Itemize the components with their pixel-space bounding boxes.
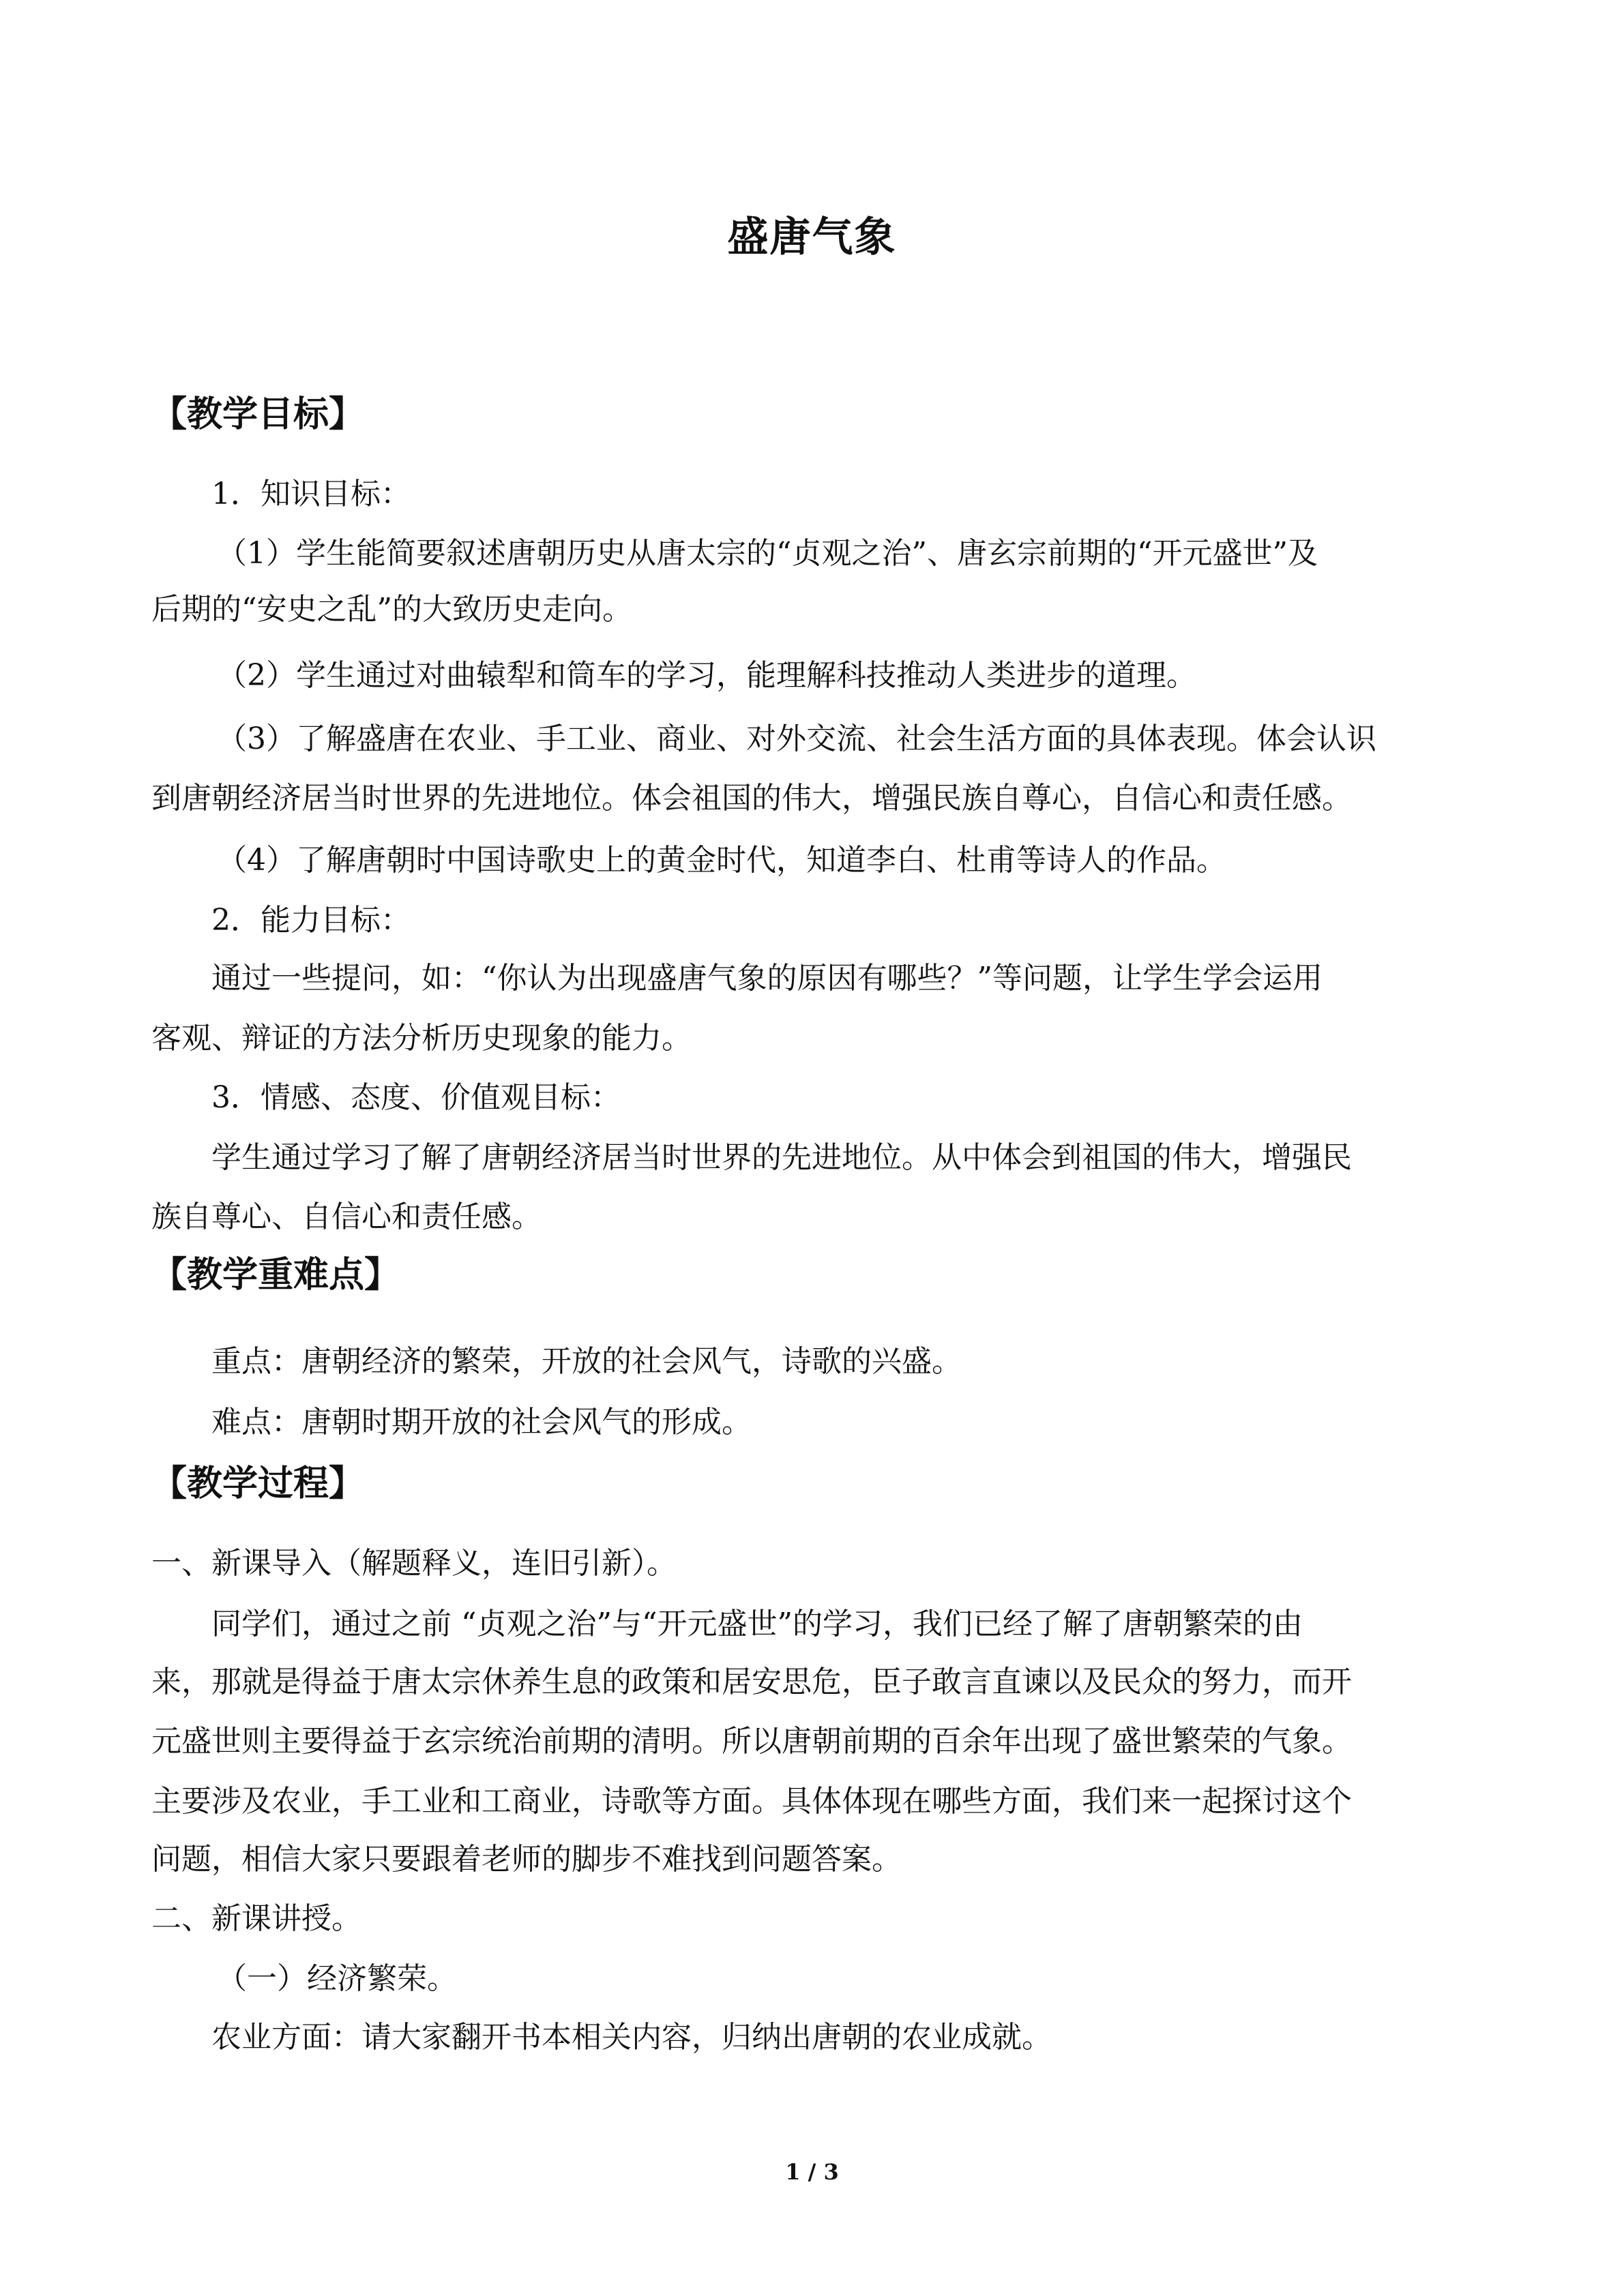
process-part-1-title: 一、新课导入（解题释义，连旧引新）。 bbox=[151, 1546, 677, 1581]
agriculture-paragraph: 农业方面：请大家翻开书本相关内容，归纳出唐朝的农业成就。 bbox=[211, 2020, 1052, 2055]
knowledge-goal-1-line2: 后期的“安史之乱”的大致历史走向。 bbox=[151, 592, 632, 627]
page-number: 1 / 3 bbox=[785, 2159, 839, 2185]
knowledge-goal-3-line1: （3）了解盛唐在农业、手工业、商业、对外交流、社会生活方面的具体表现。体会认识 bbox=[217, 721, 1376, 756]
ability-goal-line2: 客观、辩证的方法分析历史现象的能力。 bbox=[151, 1021, 692, 1056]
subsection-economy: （一）经济繁荣。 bbox=[217, 1961, 457, 1996]
key-point: 重点：唐朝经济的繁荣，开放的社会风气，诗歌的兴盛。 bbox=[211, 1344, 962, 1379]
emotion-goal-line2: 族自尊心、自信心和责任感。 bbox=[151, 1199, 542, 1234]
emotion-goal-title: 3．情感、态度、价值观目标： bbox=[211, 1080, 621, 1115]
knowledge-goal-title: 1．知识目标： bbox=[211, 477, 411, 511]
intro-paragraph-line5: 问题，相信大家只要跟着老师的脚步不难找到问题答案。 bbox=[151, 1842, 902, 1877]
heading-teaching-process: 【教学过程】 bbox=[151, 1463, 365, 1504]
knowledge-goal-4: （4）了解唐朝时中国诗歌史上的黄金时代，知道李白、杜甫等诗人的作品。 bbox=[217, 843, 1226, 878]
heading-key-points: 【教学重难点】 bbox=[151, 1255, 400, 1296]
ability-goal-title: 2．能力目标： bbox=[211, 903, 411, 938]
knowledge-goal-3-line2: 到唐朝经济居当时世界的先进地位。体会祖国的伟大，增强民族自尊心，自信心和责任感。 bbox=[151, 781, 1352, 816]
intro-paragraph-line3: 元盛世则主要得益于玄宗统治前期的清明。所以唐朝前期的百余年出现了盛世繁荣的气象。 bbox=[151, 1724, 1352, 1759]
knowledge-goal-2: （2）学生通过对曲辕犁和筒车的学习，能理解科技推动人类进步的道理。 bbox=[217, 658, 1196, 693]
process-part-2-title: 二、新课讲授。 bbox=[151, 1901, 361, 1936]
ability-goal-line1: 通过一些提问，如：“你认为出现盛唐气象的原因有哪些？”等问题，让学生学会运用 bbox=[211, 961, 1323, 996]
intro-paragraph-line1: 同学们，通过之前 “贞观之治”与“开元盛世”的学习，我们已经了解了唐朝繁荣的由 bbox=[211, 1607, 1303, 1641]
intro-paragraph-line4: 主要涉及农业，手工业和工商业，诗歌等方面。具体体现在哪些方面，我们来一起探讨这个 bbox=[151, 1784, 1352, 1819]
knowledge-goal-1-line1: （1）学生能简要叙述唐朝历史从唐太宗的“贞观之治”、唐玄宗前期的“开元盛世”及 bbox=[217, 536, 1318, 571]
document-title: 盛唐气象 bbox=[727, 213, 897, 261]
difficult-point: 难点：唐朝时期开放的社会风气的形成。 bbox=[211, 1405, 752, 1440]
emotion-goal-line1: 学生通过学习了解了唐朝经济居当时世界的先进地位。从中体会到祖国的伟大，增强民 bbox=[211, 1140, 1352, 1175]
intro-paragraph-line2: 来，那就是得益于唐太宗休养生息的政策和居安思危，臣子敢言直谏以及民众的努力，而开 bbox=[151, 1665, 1352, 1699]
heading-teaching-goals: 【教学目标】 bbox=[151, 394, 365, 435]
